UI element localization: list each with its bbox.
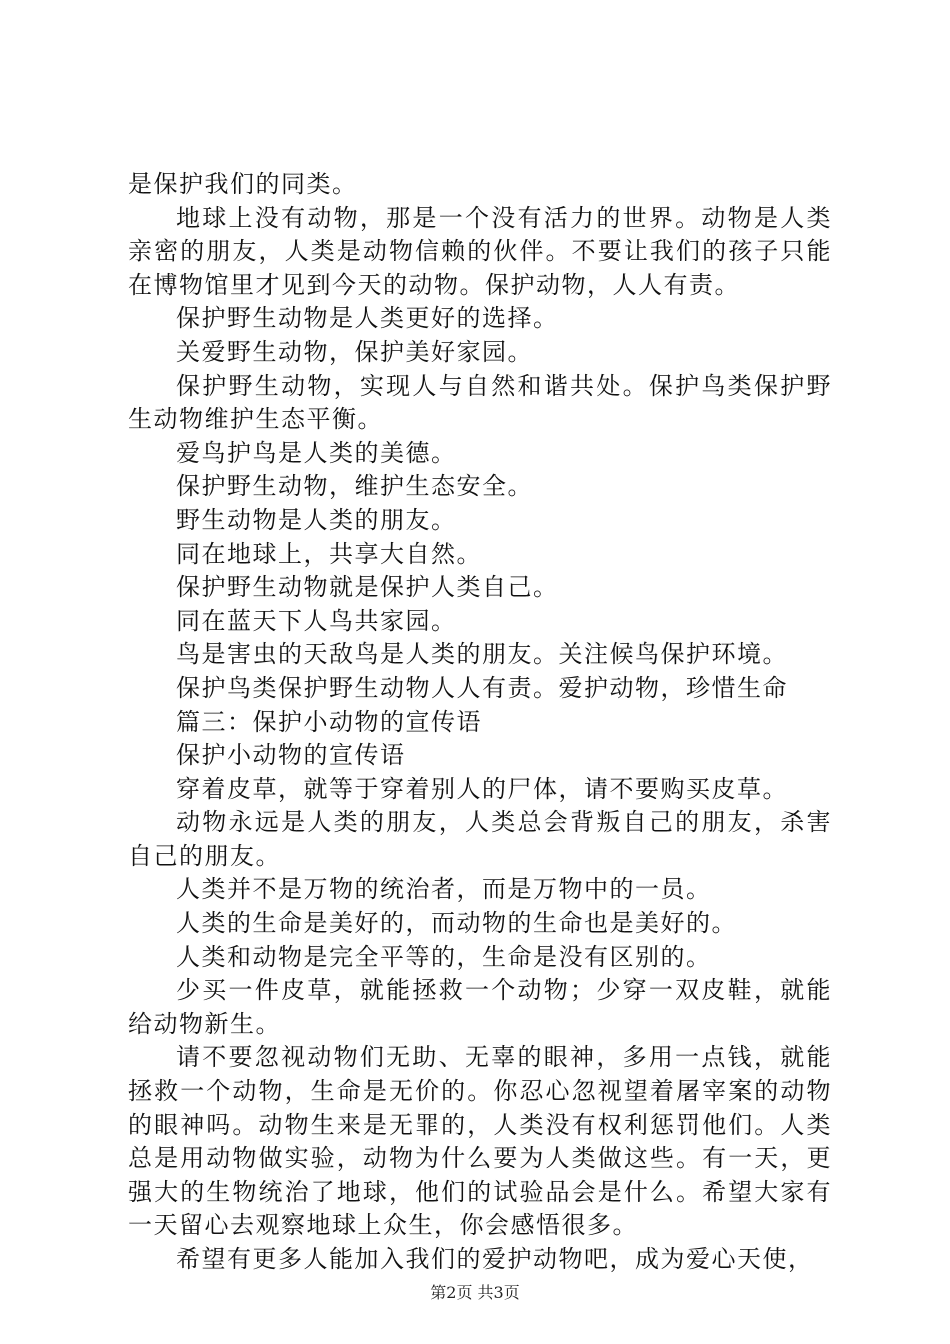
page-number: 第2页 共3页: [430, 1283, 520, 1302]
paragraph: 穿着皮草，就等于穿着别人的尸体，请不要购买皮草。: [176, 774, 788, 803]
paragraph: 保护小动物的宣传语: [176, 741, 406, 770]
paragraph: 保护鸟类保护野生动物人人有责。爱护动物，珍惜生命: [176, 673, 788, 702]
page-footer: [0, 1280, 950, 1303]
paragraph: 人类的生命是美好的，而动物的生命也是美好的。: [176, 909, 737, 938]
paragraph: 保护野生动物就是保护人类自己。: [176, 573, 559, 602]
paragraph: 保护野生动物，实现人与自然和谐共处。保护鸟类保护野生动物维护生态平衡。: [128, 371, 832, 434]
paragraph: 保护野生动物，维护生态安全。: [176, 472, 533, 501]
paragraph: 地球上没有动物，那是一个没有活力的世界。动物是人类亲密的朋友，人类是动物信赖的伙伴。不要让我们的孩子只能在博物馆里才见到今天的动物。保护动物，人人有责。: [128, 203, 832, 299]
paragraph: 保护野生动物是人类更好的选择。: [176, 304, 559, 333]
paragraph: 鸟是害虫的天敌鸟是人类的朋友。关注候鸟保护环境。: [176, 640, 788, 669]
paragraph: 爱鸟护鸟是人类的美德。: [176, 438, 457, 467]
paragraph: 野生动物是人类的朋友。: [176, 505, 457, 534]
paragraph: 同在地球上，共享大自然。: [176, 539, 482, 568]
paragraph: 关爱野生动物，保护美好家园。: [176, 337, 533, 366]
paragraph: 动物永远是人类的朋友，人类总会背叛自己的朋友，杀害自己的朋友。: [128, 808, 832, 870]
paragraph: 人类并不是万物的统治者，而是万物中的一员。: [176, 875, 712, 904]
paragraph: 篇三：保护小动物的宣传语: [176, 707, 482, 736]
document-body: [128, 168, 832, 1277]
paragraph: 希望有更多人能加入我们的爱护动物吧，成为爱心天使，: [176, 1245, 814, 1273]
paragraph: 请不要忽视动物们无助、无辜的眼神，多用一点钱，就能拯救一个动物，生命是无价的。你忍心忽视望着屠宰案的动物的眼神吗。动物生来是无罪的，人类没有权利惩罚他们。人类总是用动物做实验，动物为什么要为人类做这些。有一天，更强大的生物统治了地球，他们的试验品会是什么。希望大家有一天留心去观察地球上众生，你会感悟很多。: [128, 1043, 832, 1240]
paragraph: 少买一件皮草，就能拯救一个动物；少穿一双皮鞋，就能给动物新生。: [128, 976, 832, 1038]
paragraph: 是保护我们的同类。: [128, 170, 358, 198]
paragraph: 同在蓝天下人鸟共家园。: [176, 606, 457, 635]
paragraph: 人类和动物是完全平等的，生命是没有区别的。: [176, 942, 712, 971]
